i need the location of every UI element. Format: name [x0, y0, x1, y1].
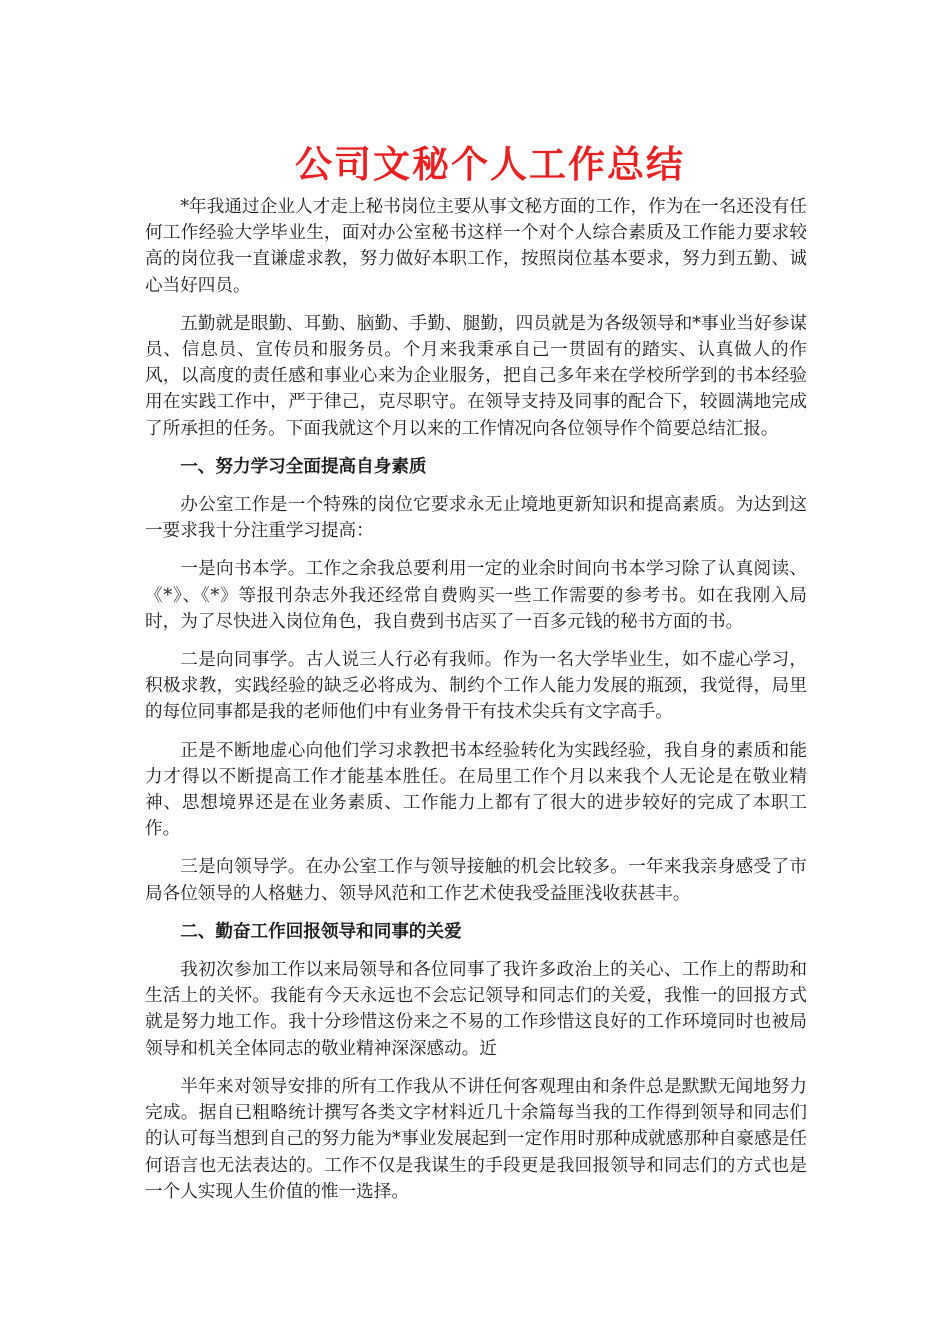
paragraph-gratitude: 我初次参加工作以来局领导和各位同事了我许多政治上的关心、工作上的帮助和生活上的关怀。我能有今天永远也不会忘记领导和同志们的关爱，我惟一的回报方式就是努力地工作。我十分珍惜这份来之不易的工作珍惜这良好的工作环境同时也被局领导和机关全体同志的敬业精神深深感动。近	[145, 960, 807, 1059]
paragraph-learn-from-colleagues: 二是向同事学。古人说三人行必有我师。作为一名大学毕业生，如不虚心学习，积极求教，实践经验的缺乏必将成为、制约个工作人能力发展的瓶颈，我觉得，局里的每位同事都是我的老师他们中有业务骨干有技术尖兵有文字高手。	[145, 650, 807, 723]
document-title: 公司文秘个人工作总结	[295, 143, 685, 186]
paragraph-five-diligences: 五勤就是眼勤、耳勤、脑勤、手勤、腿勤，四员就是为各级领导和*事业当好参谋员、信息员、宣传员和服务员。个月来我秉承自己一贯固有的踏实、认真做人的作风，以高度的责任感和事业心来为企业服务，把自己多年来在学校所学到的书本经验用在实践工作中，严于律己，克尽职守。在领导支持及同事的配合下，较圆满地完成了所承担的任务。下面我就这个月以来的工作情况向各位领导作个简要总结汇报。	[145, 313, 807, 439]
paragraph-office-work: 办公室工作是一个特殊的岗位它要求永无止境地更新知识和提高素质。为达到这一要求我十分注重学习提高：	[145, 495, 807, 542]
document-page	[145, 130, 807, 1217]
paragraph-humble-learning: 正是不断地虚心向他们学习求教把书本经验转化为实践经验，我自身的素质和能力才得以不断提高工作才能基本胜任。在局里工作个月以来我个人无论是在敬业精神、思想境界还是在业务素质、工作能力上都有了很大的进步较好的完成了本职工作。	[145, 740, 807, 840]
paragraph-half-year: 半年来对领导安排的所有工作我从不讲任何客观理由和条件总是默默无闻地努力完成。据自已粗略统计撰写各类文字材料近几十余篇每当我的工作得到领导和同志们的认可每当想到自己的努力能为*事业发展起到一定作用时那种成就感那种自豪感是任何语言也无法表达的。工作不仅是我谋生的手段更是我回报领导和同志们的方式也是一个人实现人生价值的惟一选择。	[145, 1076, 807, 1202]
paragraph-learn-from-leaders: 三是向领导学。在办公室工作与领导接触的机会比较多。一年来我亲身感受了市局各位领导的人格魅力、领导风范和工作艺术使我受益匪浅收获甚丰。	[145, 857, 807, 904]
paragraph-intro: *年我通过企业人才走上秘书岗位主要从事文秘方面的工作，作为在一名还没有任何工作经验大学毕业生，面对办公室秘书这样一个对个人综合素质及工作能力要求较高的岗位我一直谦虚求教，努力做好本职工作，按照岗位基本要求，努力到五勤、诚心当好四员。	[145, 197, 807, 296]
section-heading-1: 一、努力学习全面提高自身素质	[180, 456, 427, 477]
section-heading-2: 二、勤奋工作回报领导和同事的关爱	[180, 921, 462, 942]
paragraph-learn-from-books: 一是向书本学。工作之余我总要利用一定的业余时间向书本学习除了认真阅读、《*》、《*》等报刊杂志外我还经常自费购买一些工作需要的参考书。如在我刚入局时，为了尽快进入岗位角色，我自费到书店买了一百多元钱的秘书方面的书。	[145, 559, 807, 632]
